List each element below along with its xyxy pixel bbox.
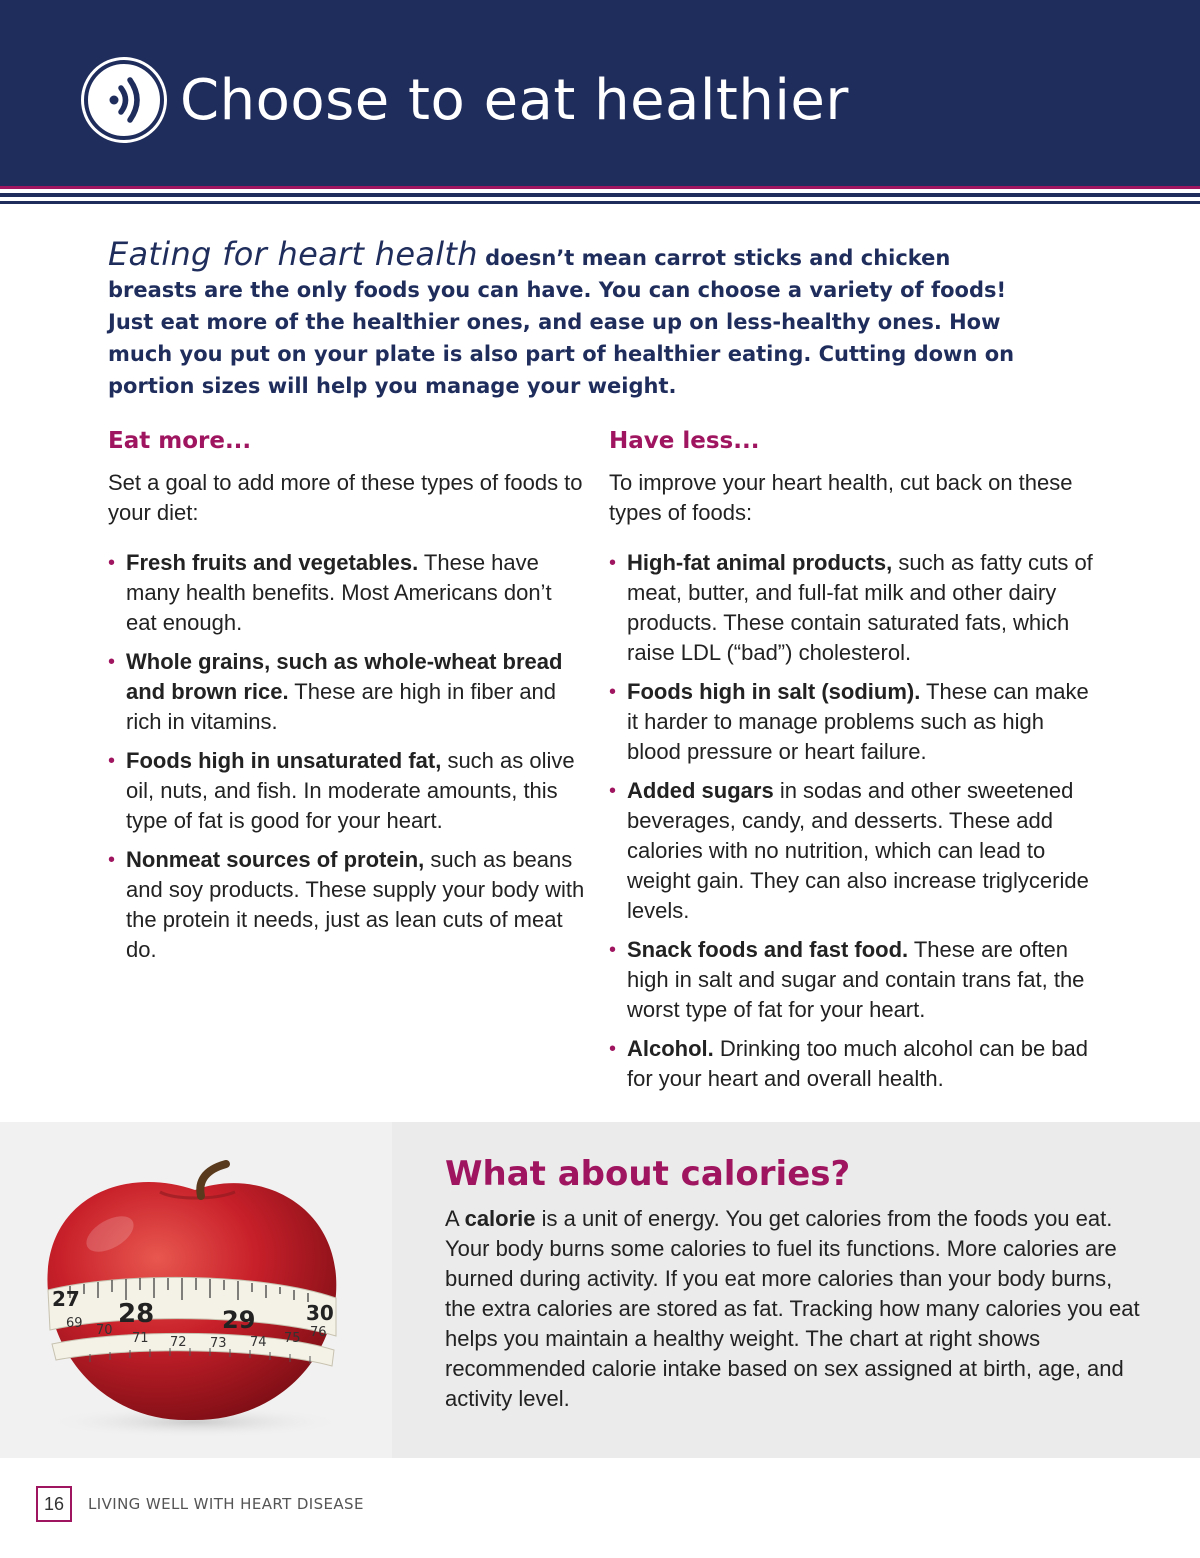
list-item-bold: Foods high in salt (sodium). bbox=[627, 679, 921, 704]
list-item-bold: Fresh fruits and vegetables. bbox=[126, 550, 419, 575]
bullet-icon: • bbox=[609, 681, 617, 703]
bullet-icon: • bbox=[108, 651, 116, 673]
tape-small-number: 74 bbox=[250, 1335, 267, 1350]
have-less-list bbox=[609, 548, 1099, 1094]
bullet-icon: • bbox=[108, 849, 116, 871]
header-stripe bbox=[0, 201, 1200, 204]
calories-section bbox=[0, 1122, 1200, 1458]
list-item-bold: Foods high in unsaturated fat, bbox=[126, 748, 442, 773]
list-item bbox=[108, 845, 588, 965]
tape-number: 29 bbox=[222, 1306, 256, 1334]
list-item-text: These can make it harder to manage problems such as high blood pressure or heart failure. bbox=[627, 679, 1089, 764]
have-less-section bbox=[609, 428, 1099, 1103]
audio-waves-icon bbox=[84, 60, 164, 140]
list-item-text: in sodas and other sweetened beverages, candy, and desserts. These add calories with no nutrition, which can lead to weight gain. They can also increase triglyceride levels. bbox=[627, 778, 1089, 923]
eat-more-section bbox=[108, 428, 588, 974]
bullet-icon: • bbox=[108, 750, 116, 772]
list-item bbox=[609, 677, 1099, 767]
list-item-text: These have many health benefits. Most Americans don’t eat enough. bbox=[126, 550, 552, 635]
list-item bbox=[108, 548, 588, 638]
list-item-text: such as olive oil, nuts, and fish. In moderate amounts, this type of fat is good for your heart. bbox=[126, 748, 575, 833]
intro-lead: Eating for heart health bbox=[108, 235, 478, 273]
tape-small-number: 71 bbox=[132, 1331, 149, 1346]
calories-term: calorie bbox=[464, 1206, 536, 1231]
calories-text-block bbox=[445, 1154, 1145, 1414]
list-item-bold: High-fat animal products, bbox=[627, 550, 893, 575]
apple-measuring-tape-image bbox=[0, 1122, 392, 1458]
tape-number: 27 bbox=[52, 1287, 80, 1311]
footer-label: LIVING WELL WITH HEART DISEASE bbox=[88, 1495, 364, 1513]
list-item-text: such as beans and soy products. These supply your body with the protein it needs, just as lean cuts of meat do. bbox=[126, 847, 585, 962]
bullet-icon: • bbox=[609, 939, 617, 961]
list-item-bold: Alcohol. bbox=[627, 1036, 714, 1061]
page-number: 16 bbox=[36, 1486, 72, 1522]
have-less-heading: Have less... bbox=[609, 428, 760, 454]
bullet-icon: • bbox=[609, 1038, 617, 1060]
tape-small-number: 72 bbox=[170, 1335, 187, 1350]
tape-small-number: 75 bbox=[284, 1331, 301, 1346]
list-item-bold: Added sugars bbox=[627, 778, 774, 803]
list-item bbox=[609, 776, 1099, 926]
list-item bbox=[609, 935, 1099, 1025]
list-item-text: These are often high in salt and sugar and contain trans fat, the worst type of fat for your heart. bbox=[627, 937, 1085, 1022]
eat-more-list bbox=[108, 548, 588, 965]
list-item bbox=[108, 647, 588, 737]
calories-paragraph bbox=[445, 1204, 1145, 1414]
bullet-icon: • bbox=[609, 780, 617, 802]
have-less-subtext: To improve your heart health, cut back on these types of foods: bbox=[609, 470, 1073, 525]
eat-more-subtext: Set a goal to add more of these types of foods to your diet: bbox=[108, 470, 583, 525]
list-item-bold: Whole grains, such as whole-wheat bread and brown rice. bbox=[126, 649, 563, 704]
eat-more-heading: Eat more... bbox=[108, 428, 252, 454]
list-item bbox=[609, 548, 1099, 668]
intro-paragraph bbox=[108, 235, 1028, 402]
tape-small-number: 70 bbox=[96, 1323, 113, 1338]
tape-small-number: 73 bbox=[210, 1336, 227, 1351]
list-item bbox=[108, 746, 588, 836]
intro-body: doesn’t mean carrot sticks and chicken breasts are the only foods you can have. You can choose a variety of foods! Just eat more of the healthier ones, and ease up on less-healthy ones. How much you put on your plate is also part of healthier eating. Cutting down on portion sizes will help you manage your weight. bbox=[108, 246, 1015, 398]
list-item-bold: Snack foods and fast food. bbox=[627, 937, 909, 962]
page-title: Choose to eat healthier bbox=[180, 68, 849, 133]
list-item-bold: Nonmeat sources of protein, bbox=[126, 847, 425, 872]
tape-small-number: 76 bbox=[310, 1325, 327, 1340]
bullet-icon: • bbox=[609, 552, 617, 574]
bullet-icon: • bbox=[108, 552, 116, 574]
list-item-text: These are high in fiber and rich in vitamins. bbox=[126, 679, 557, 734]
tape-small-number: 69 bbox=[66, 1316, 83, 1331]
list-item-text: such as fatty cuts of meat, butter, and full-fat milk and other dairy products. These contain saturated fats, which raise LDL (“bad”) cholesterol. bbox=[627, 550, 1093, 665]
list-item-text: Drinking too much alcohol can be bad for your heart and overall health. bbox=[627, 1036, 1089, 1091]
calories-pre: A bbox=[445, 1206, 465, 1231]
list-item bbox=[609, 1034, 1099, 1094]
tape-number: 30 bbox=[306, 1301, 334, 1325]
page-header bbox=[0, 0, 1200, 186]
calories-body: is a unit of energy. You get calories from the foods you eat. Your body burns some calories to fuel its functions. More calories are burned during activity. If you eat more calories than your body burns, the extra calories are stored as fat. Tracking how many calories you eat helps you maintain a healthy weight. The chart at right shows recommended calorie intake based on sex assigned at birth, age, and activity level. bbox=[445, 1206, 1140, 1411]
tape-number: 28 bbox=[118, 1299, 155, 1329]
calories-heading: What about calories? bbox=[445, 1154, 851, 1194]
